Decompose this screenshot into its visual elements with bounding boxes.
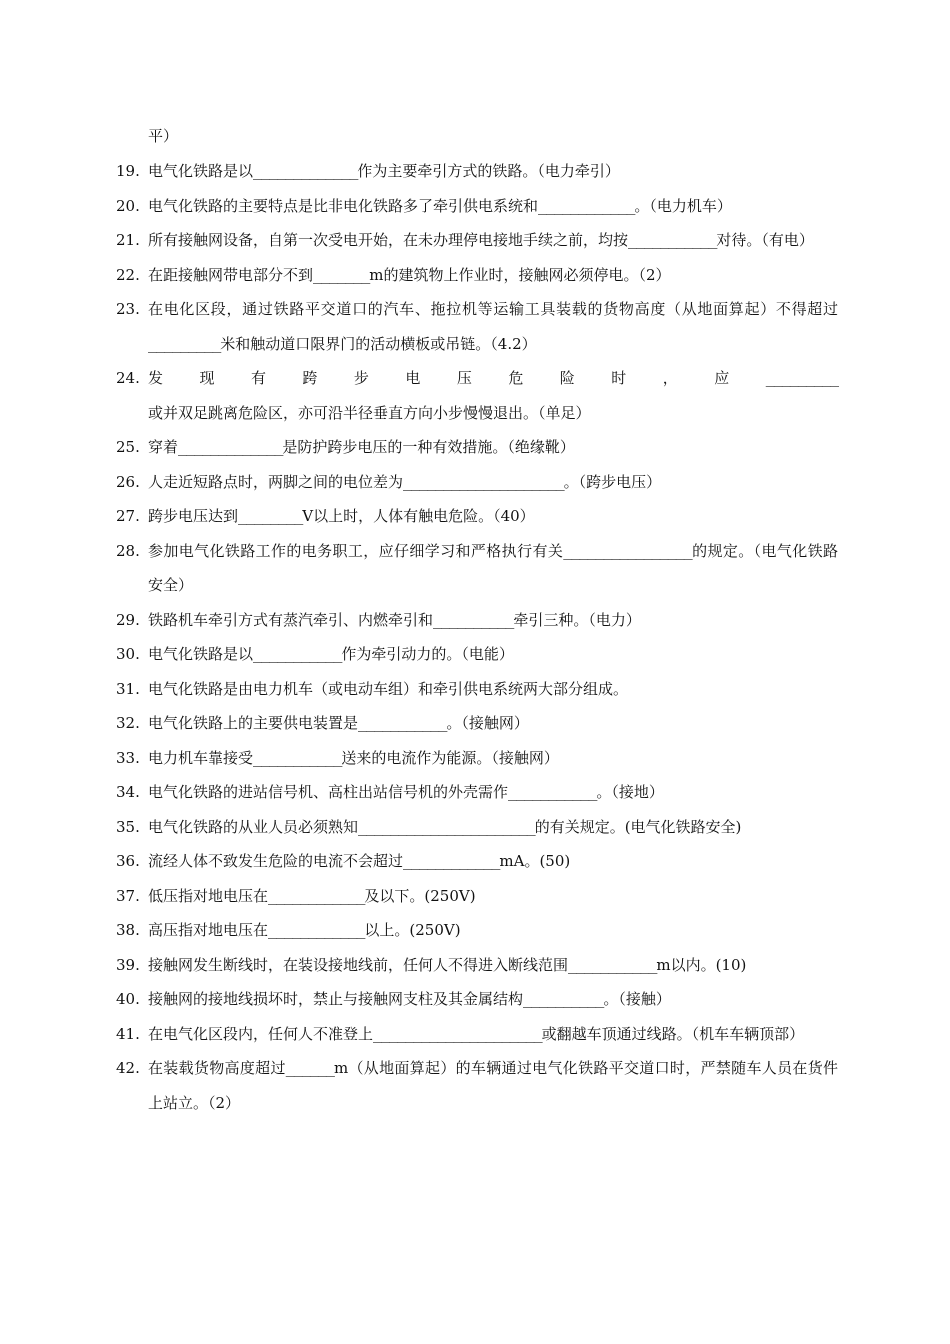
- question-text: 在电气化区段内，任何人不准登上: [148, 1024, 374, 1043]
- question-text-end: 送来的电流作为能源。（接触网）: [341, 748, 559, 767]
- answer-blank: _____________: [253, 162, 358, 180]
- question-text: 发现有跨步电压危险时，应: [148, 369, 766, 387]
- question-text: 参加电气化铁路工作的电务职工，应仔细学习和严格执行有关: [148, 541, 564, 560]
- answer-blank: __________: [523, 990, 604, 1008]
- question-text: 人走近短路点时，两脚之间的电位差为: [148, 472, 404, 491]
- question-number: 24.: [116, 369, 140, 387]
- question-text-end: 及以下。(250V): [364, 886, 476, 905]
- question-number: 31.: [116, 679, 140, 698]
- question-text-end: 米和触动道口限界门的活动横板或吊链。（4.2）: [220, 334, 537, 353]
- question-item: [0, 982, 838, 1017]
- question-number: 42.: [116, 1059, 140, 1077]
- answer-blank: ______________________: [358, 817, 535, 836]
- question-text: 电气化铁路的进站信号机、高柱出站信号机的外壳需作: [148, 783, 509, 801]
- answer-blank: _________: [765, 369, 838, 387]
- question-number: 29.: [116, 610, 140, 629]
- question-item: [0, 430, 838, 465]
- question-text-end: 或并双足跳离危险区，亦可沿半径垂直方向小步慢慢退出。（单足）: [148, 403, 591, 422]
- answer-blank: ___________: [628, 231, 717, 249]
- question-number: 23.: [116, 300, 140, 318]
- question-text: 在装载货物高度超过: [148, 1059, 286, 1077]
- answer-blank: ________: [238, 507, 303, 525]
- question-text-end: 对待。（有电）: [716, 231, 814, 249]
- question-text-end: m以内。(10): [656, 955, 747, 974]
- question-number: 32.: [116, 714, 140, 732]
- question-item: [0, 775, 838, 810]
- answer-blank: ____________: [538, 196, 635, 215]
- question-number: 38.: [116, 921, 140, 939]
- question-text-end: 是防护跨步电压的一种有效措施。（绝缘靴）: [282, 438, 575, 456]
- question-text: 在电化区段，通过铁路平交道口的汽车、拖拉机等运输工具装载的货物高度（从地面算起）不得超过: [148, 300, 838, 318]
- question-text: 跨步电压达到: [148, 507, 239, 525]
- answer-blank: ____________: [403, 852, 500, 870]
- question-list: [0, 154, 950, 1120]
- answer-blank: ___________: [358, 714, 447, 732]
- answer-blank: ______: [285, 1059, 334, 1077]
- answer-blank: ___________: [253, 645, 342, 663]
- question-number: 21.: [116, 231, 140, 249]
- question-text: 电气化铁路的主要特点是比非电化铁路多了牵引供电系统和: [148, 196, 539, 215]
- continuation-text: 平）: [148, 127, 179, 145]
- question-item: [0, 844, 838, 879]
- question-text: 电气化铁路是由电力机车（或电动车组）和牵引供电系统两大部分组成。: [148, 679, 629, 698]
- question-text-end: m的建筑物上作业时，接触网必须停电。（2）: [369, 265, 671, 284]
- question-text: 电力机车靠接受: [148, 748, 254, 767]
- question-item: [0, 292, 838, 361]
- answer-blank: ___________: [508, 783, 597, 801]
- answer-blank: _____________________: [373, 1024, 542, 1043]
- question-item: [0, 706, 838, 741]
- question-item: [0, 258, 838, 293]
- question-text-end: V以上时，人体有触电危险。（40）: [302, 507, 535, 525]
- question-number: 28.: [116, 541, 140, 560]
- question-text: 接触网的接地线损坏时，禁止与接触网支柱及其金属结构: [148, 990, 524, 1008]
- question-text-end: m（从地面算起）的车辆通过电气化铁路平交道口时，严禁随车人员在货件上站立。（2）: [148, 1059, 838, 1112]
- question-item: [0, 361, 838, 430]
- question-item: [0, 1017, 838, 1052]
- question-number: 19.: [116, 162, 140, 180]
- answer-blank: ____________: [268, 921, 365, 939]
- question-number: 25.: [116, 438, 140, 456]
- question-item: [0, 637, 838, 672]
- question-text-end: 牵引三种。（电力）: [513, 610, 641, 629]
- question-text-end: 。（接地）: [596, 783, 664, 801]
- question-text: 低压指对地电压在: [148, 886, 269, 905]
- question-text: 接触网发生断线时，在装设接地线前，任何人不得进入断线范围: [148, 955, 569, 974]
- question-item: [0, 948, 838, 983]
- question-text-end: 。（电力机车）: [634, 196, 732, 215]
- question-text: 电气化铁路是以: [148, 162, 254, 180]
- question-item: [0, 741, 838, 776]
- question-text-end: 作为主要牵引方式的铁路。（电力牵引）: [357, 162, 620, 180]
- question-number: 22.: [116, 265, 140, 284]
- question-number: 34.: [116, 783, 140, 801]
- question-text: 电气化铁路是以: [148, 645, 254, 663]
- question-number: 30.: [116, 645, 140, 663]
- answer-blank: ________________: [563, 541, 692, 560]
- question-text: 铁路机车牵引方式有蒸汽牵引、内燃牵引和: [148, 610, 434, 629]
- question-item: [0, 189, 838, 224]
- question-text-end: 的有关规定。(电气化铁路安全): [534, 817, 742, 836]
- question-number: 26.: [116, 472, 140, 491]
- answer-blank: ___________: [568, 955, 657, 974]
- answer-blank: _________: [148, 334, 221, 353]
- question-number: 40.: [116, 990, 140, 1008]
- question-item: [0, 534, 838, 603]
- question-number: 36.: [116, 852, 140, 870]
- question-number: 41.: [116, 1024, 140, 1043]
- question-text: 电气化铁路的从业人员必须熟知: [148, 817, 359, 836]
- question-text-end: mA。(50): [499, 852, 571, 870]
- question-number: 37.: [116, 886, 140, 905]
- question-text: 穿着: [148, 438, 179, 456]
- question-item: [0, 154, 838, 189]
- question-item: [0, 1051, 838, 1120]
- answer-blank: __________: [433, 610, 514, 629]
- question-text-end: 的规定。（电气化铁路安全）: [148, 541, 838, 594]
- answer-blank: ____________: [268, 886, 365, 905]
- question-text: 流经人体不致发生危险的电流不会超过: [148, 852, 404, 870]
- question-text: 电气化铁路上的主要供电装置是: [148, 714, 359, 732]
- answer-blank: ____________________: [403, 472, 564, 491]
- answer-blank: ___________: [253, 748, 342, 767]
- question-text: 在距接触网带电部分不到: [148, 265, 314, 284]
- question-item: [0, 499, 838, 534]
- question-text-end: 作为牵引动力的。（电能）: [341, 645, 514, 663]
- question-text-end: 。（跨步电压）: [563, 472, 662, 491]
- question-text: 高压指对地电压在: [148, 921, 269, 939]
- question-item: [0, 672, 838, 707]
- question-item: [0, 913, 838, 948]
- question-text-end: 。（接触网）: [446, 714, 529, 732]
- question-item: [0, 223, 838, 258]
- question-number: 20.: [116, 196, 140, 215]
- question-number: 39.: [116, 955, 140, 974]
- question-item: [0, 810, 838, 845]
- question-number: 35.: [116, 817, 140, 836]
- answer-blank: _____________: [178, 438, 283, 456]
- question-text-end: 。（接触）: [603, 990, 671, 1008]
- question-text-end: 或翻越车顶通过线路。（机车车辆顶部）: [541, 1024, 805, 1043]
- question-item: [0, 603, 838, 638]
- answer-blank: _______: [313, 265, 370, 284]
- question-text-end: 以上。(250V): [364, 921, 461, 939]
- question-item: [0, 465, 838, 500]
- question-text: 所有接触网设备，自第一次受电开始，在未办理停电接地手续之前，均按: [148, 231, 629, 249]
- question-number: 33.: [116, 748, 140, 767]
- question-number: 27.: [116, 507, 140, 525]
- question-item: [0, 879, 838, 914]
